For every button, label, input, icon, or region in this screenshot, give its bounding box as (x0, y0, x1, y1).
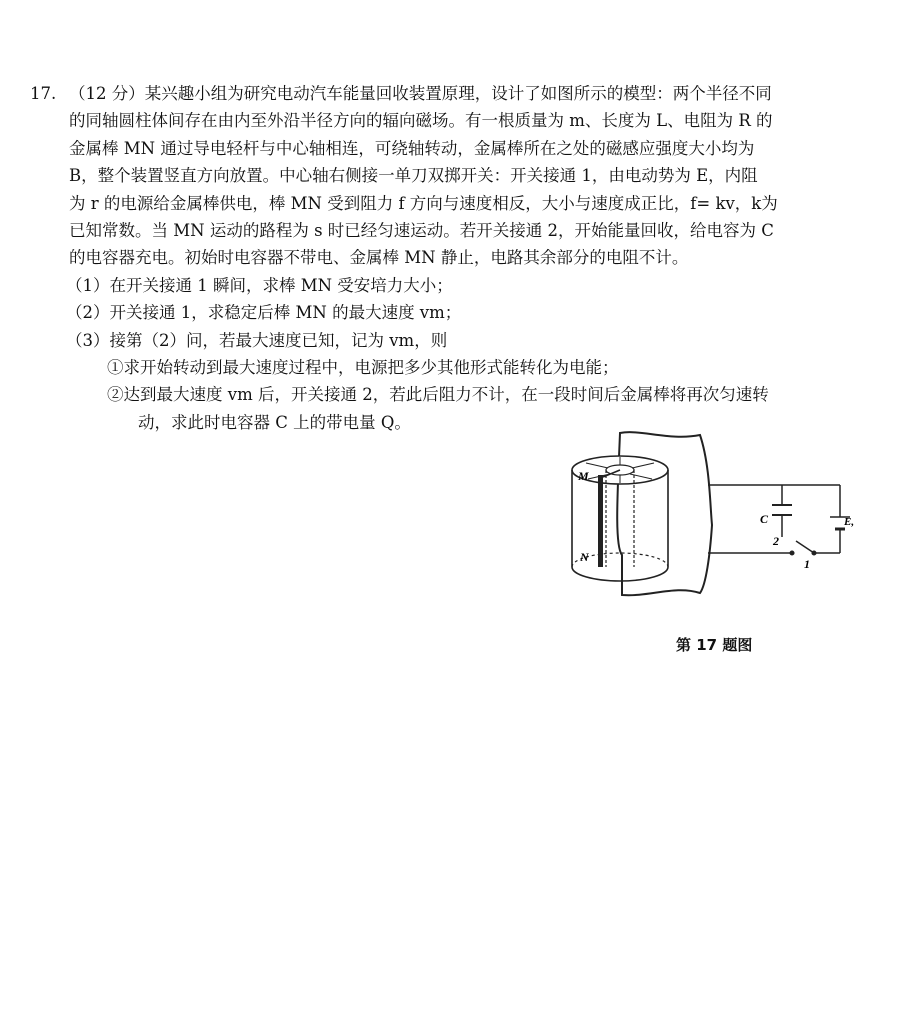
question-1: （1）在开关接通 1 瞬间，求棒 MN 受安培力大小； (66, 275, 453, 295)
label-e: E, (844, 516, 855, 528)
problem-text-line: B，整个装置竖直方向放置。中心轴右侧接一单刀双掷开关：开关接通 1，由电动势为 E，内阻 (69, 166, 758, 186)
problem-text-line: 已知常数。当 MN 运动的路程为 s 时已经匀速运动。若开关接通 2，开始能量回收，给电容为 C (69, 220, 774, 240)
capacitor (772, 505, 792, 515)
problem-text-line: 某兴趣小组为研究电动汽车能量回收装置原理，设计了如图所示的模型：两个半径不同 (144, 84, 772, 103)
problem-line-1 (30, 80, 870, 107)
question-3b-continued: 动，求此时电容器 C 上的带电量 Q。 (138, 412, 411, 432)
problem-number: 17. (30, 84, 57, 103)
problem-score: （12 分） (69, 84, 145, 103)
cylinder-bottom-front (572, 567, 668, 581)
problem-text-line: 的电容器充电。初始时电容器不带电、金属棒 MN 静止，电路其余部分的电阻不计。 (69, 248, 689, 268)
apparatus-figure (560, 425, 860, 610)
problem-17 (30, 80, 870, 436)
question-3b: ②达到最大速度 vm 后，开关接通 2，若此后阻力不计，在一段时间后金属棒将再次匀速转 (107, 385, 769, 405)
question-3: （3）接第（2）问，若最大速度已知，记为 vm，则 (66, 330, 448, 350)
problem-text-line: 金属棒 MN 通过导电轻杆与中心轴相连，可绕轴转动，金属棒所在之处的磁感应强度大小均为 (69, 138, 755, 158)
label-1: 1 (804, 557, 810, 571)
figure-caption: 第 17 题图 (676, 636, 753, 654)
label-c: C (760, 512, 769, 526)
metal-rod-mn (598, 475, 603, 567)
label-2: 2 (773, 534, 779, 548)
question-2: （2）开关接通 1，求稳定后棒 MN 的最大速度 vm； (66, 303, 462, 323)
question-3a: ①求开始转动到最大速度过程中，电源把多少其他形式能转化为电能； (107, 357, 619, 377)
problem-text-line: 为 r 的电源给金属棒供电，棒 MN 受到阻力 f 方向与速度相反，大小与速度成正比，f= kv，k为 (69, 193, 778, 213)
switch (790, 541, 816, 555)
problem-text-line: 的同轴圆柱体间存在由内至外沿半径方向的辐向磁场。有一根质量为 m、长度为 L、电阻为 R 的 (69, 111, 773, 131)
label-m: M (578, 469, 589, 483)
label-n: N (580, 550, 589, 564)
